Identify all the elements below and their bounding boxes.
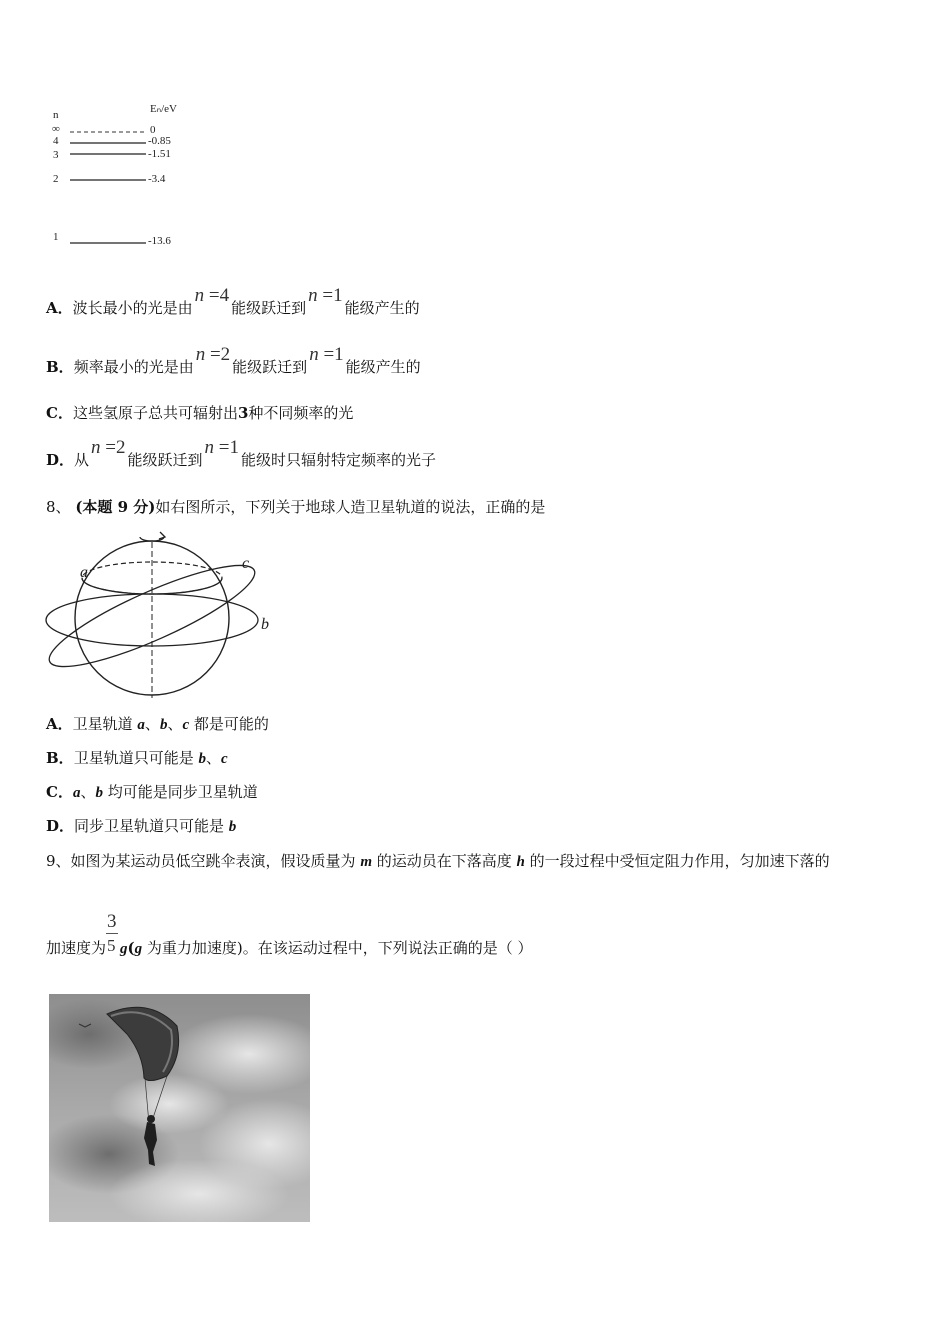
- level-n-inf: ∞: [52, 123, 60, 135]
- question-text: 为重力加速度)。在该运动过程中，下列说法正确的是（ ）: [142, 939, 533, 957]
- option-text: 能级产生的: [344, 299, 420, 317]
- level-energy-1: -13.6: [148, 235, 171, 247]
- option-text: 从: [74, 451, 90, 469]
- n-axis-header: n: [53, 109, 59, 121]
- option-text: 都是可能的: [189, 715, 269, 733]
- level-energy-4: -0.85: [148, 135, 171, 147]
- q9-stem-line-2: [46, 911, 533, 959]
- var-c: c: [182, 717, 190, 733]
- option-text: 能级跃迁到: [232, 358, 308, 376]
- q8-option-a[interactable]: [46, 714, 269, 735]
- level-n-2: 2: [53, 173, 59, 185]
- skydiver-photo: [49, 994, 310, 1222]
- option-text: 能级产生的: [345, 358, 421, 376]
- energy-axis-header: Eₙ/eV: [150, 103, 177, 115]
- question-text: 的运动员在下落高度: [372, 852, 517, 870]
- option-text: 能级时只辐射特定频率的光子: [240, 451, 436, 469]
- level-energy-inf: 0: [150, 124, 156, 136]
- var-c: c: [220, 751, 228, 767]
- question-tag: (本题 9 分): [75, 498, 156, 516]
- math-n-2: n =2: [195, 344, 231, 365]
- separator: 、: [144, 715, 160, 733]
- option-text: 卫星轨道只可能是: [73, 749, 199, 767]
- math-n-4: n =4: [194, 285, 230, 306]
- option-text: 频率最小的光是由: [73, 358, 194, 376]
- separator: 、: [167, 715, 183, 733]
- separator: 、: [205, 749, 221, 767]
- energy-level-diagram: [46, 98, 206, 258]
- satellite-orbit-diagram: [42, 528, 282, 700]
- var-b: b: [198, 751, 206, 767]
- var-b: b: [159, 717, 168, 733]
- option-label: C．: [46, 404, 73, 422]
- orbit-label-a: a: [80, 564, 88, 581]
- q9-stem-line-1: [46, 851, 830, 872]
- q8-stem: [46, 497, 545, 517]
- option-text: 均可能是同步卫星轨道: [102, 783, 258, 801]
- option-text: 同步卫星轨道只可能是: [74, 817, 229, 835]
- q7-option-b[interactable]: [46, 344, 421, 377]
- math-n-1: n =1: [309, 344, 344, 365]
- level-energy-2: -3.4: [148, 173, 166, 185]
- orbit-label-c: c: [242, 555, 250, 572]
- var-a: a: [72, 785, 81, 801]
- q8-option-d[interactable]: [46, 816, 236, 837]
- option-label: B．: [46, 358, 74, 376]
- var-b: b: [95, 785, 103, 801]
- orbit-label-b: b: [261, 616, 269, 633]
- option-label: A．: [46, 299, 73, 317]
- option-label: B．: [46, 749, 74, 767]
- var-m: m: [360, 854, 372, 870]
- var-g: g: [134, 941, 143, 957]
- q7-option-a[interactable]: [46, 285, 420, 318]
- option-label: D．: [46, 451, 75, 469]
- option-text: 能级跃迁到: [127, 451, 203, 469]
- option-number: 3: [237, 404, 249, 422]
- question-text: 9、如图为某运动员低空跳伞表演，假设质量为: [46, 852, 361, 870]
- var-b: b: [228, 819, 237, 835]
- q7-option-c[interactable]: [46, 403, 353, 423]
- q8-option-c[interactable]: [46, 782, 258, 803]
- q7-option-d[interactable]: [46, 437, 436, 470]
- option-label: D．: [46, 817, 75, 835]
- level-n-4: 4: [53, 135, 59, 147]
- option-text: 卫星轨道: [72, 715, 138, 733]
- level-n-1: 1: [53, 231, 59, 243]
- math-n-1: n =1: [308, 285, 343, 306]
- question-text: 加速度为: [46, 939, 107, 957]
- q8-option-b[interactable]: [46, 748, 228, 769]
- paren: (: [127, 939, 135, 957]
- option-text: 波长最小的光是由: [72, 299, 193, 317]
- question-text: 的一段过程中受恒定阻力作用，匀加速下落的: [524, 852, 830, 870]
- option-label: C．: [46, 783, 73, 801]
- option-text: 这些氢原子总共可辐射出: [72, 404, 238, 422]
- option-label: A．: [46, 715, 73, 733]
- var-a: a: [137, 717, 145, 733]
- question-number: 8、: [46, 498, 71, 516]
- var-g: g: [120, 941, 128, 957]
- fraction-three-fifths: $\frac{3}{5}$: [107, 911, 117, 955]
- level-n-3: 3: [53, 149, 59, 161]
- math-n-2: n =2: [91, 437, 126, 458]
- math-n-1: n =1: [204, 437, 239, 458]
- level-energy-3: -1.51: [148, 148, 171, 160]
- option-text: 种不同频率的光: [248, 404, 354, 422]
- question-text: 如右图所示，下列关于地球人造卫星轨道的说法，正确的是: [155, 498, 546, 516]
- option-text: 能级跃迁到: [231, 299, 307, 317]
- var-h: h: [516, 854, 525, 870]
- separator: 、: [80, 783, 96, 801]
